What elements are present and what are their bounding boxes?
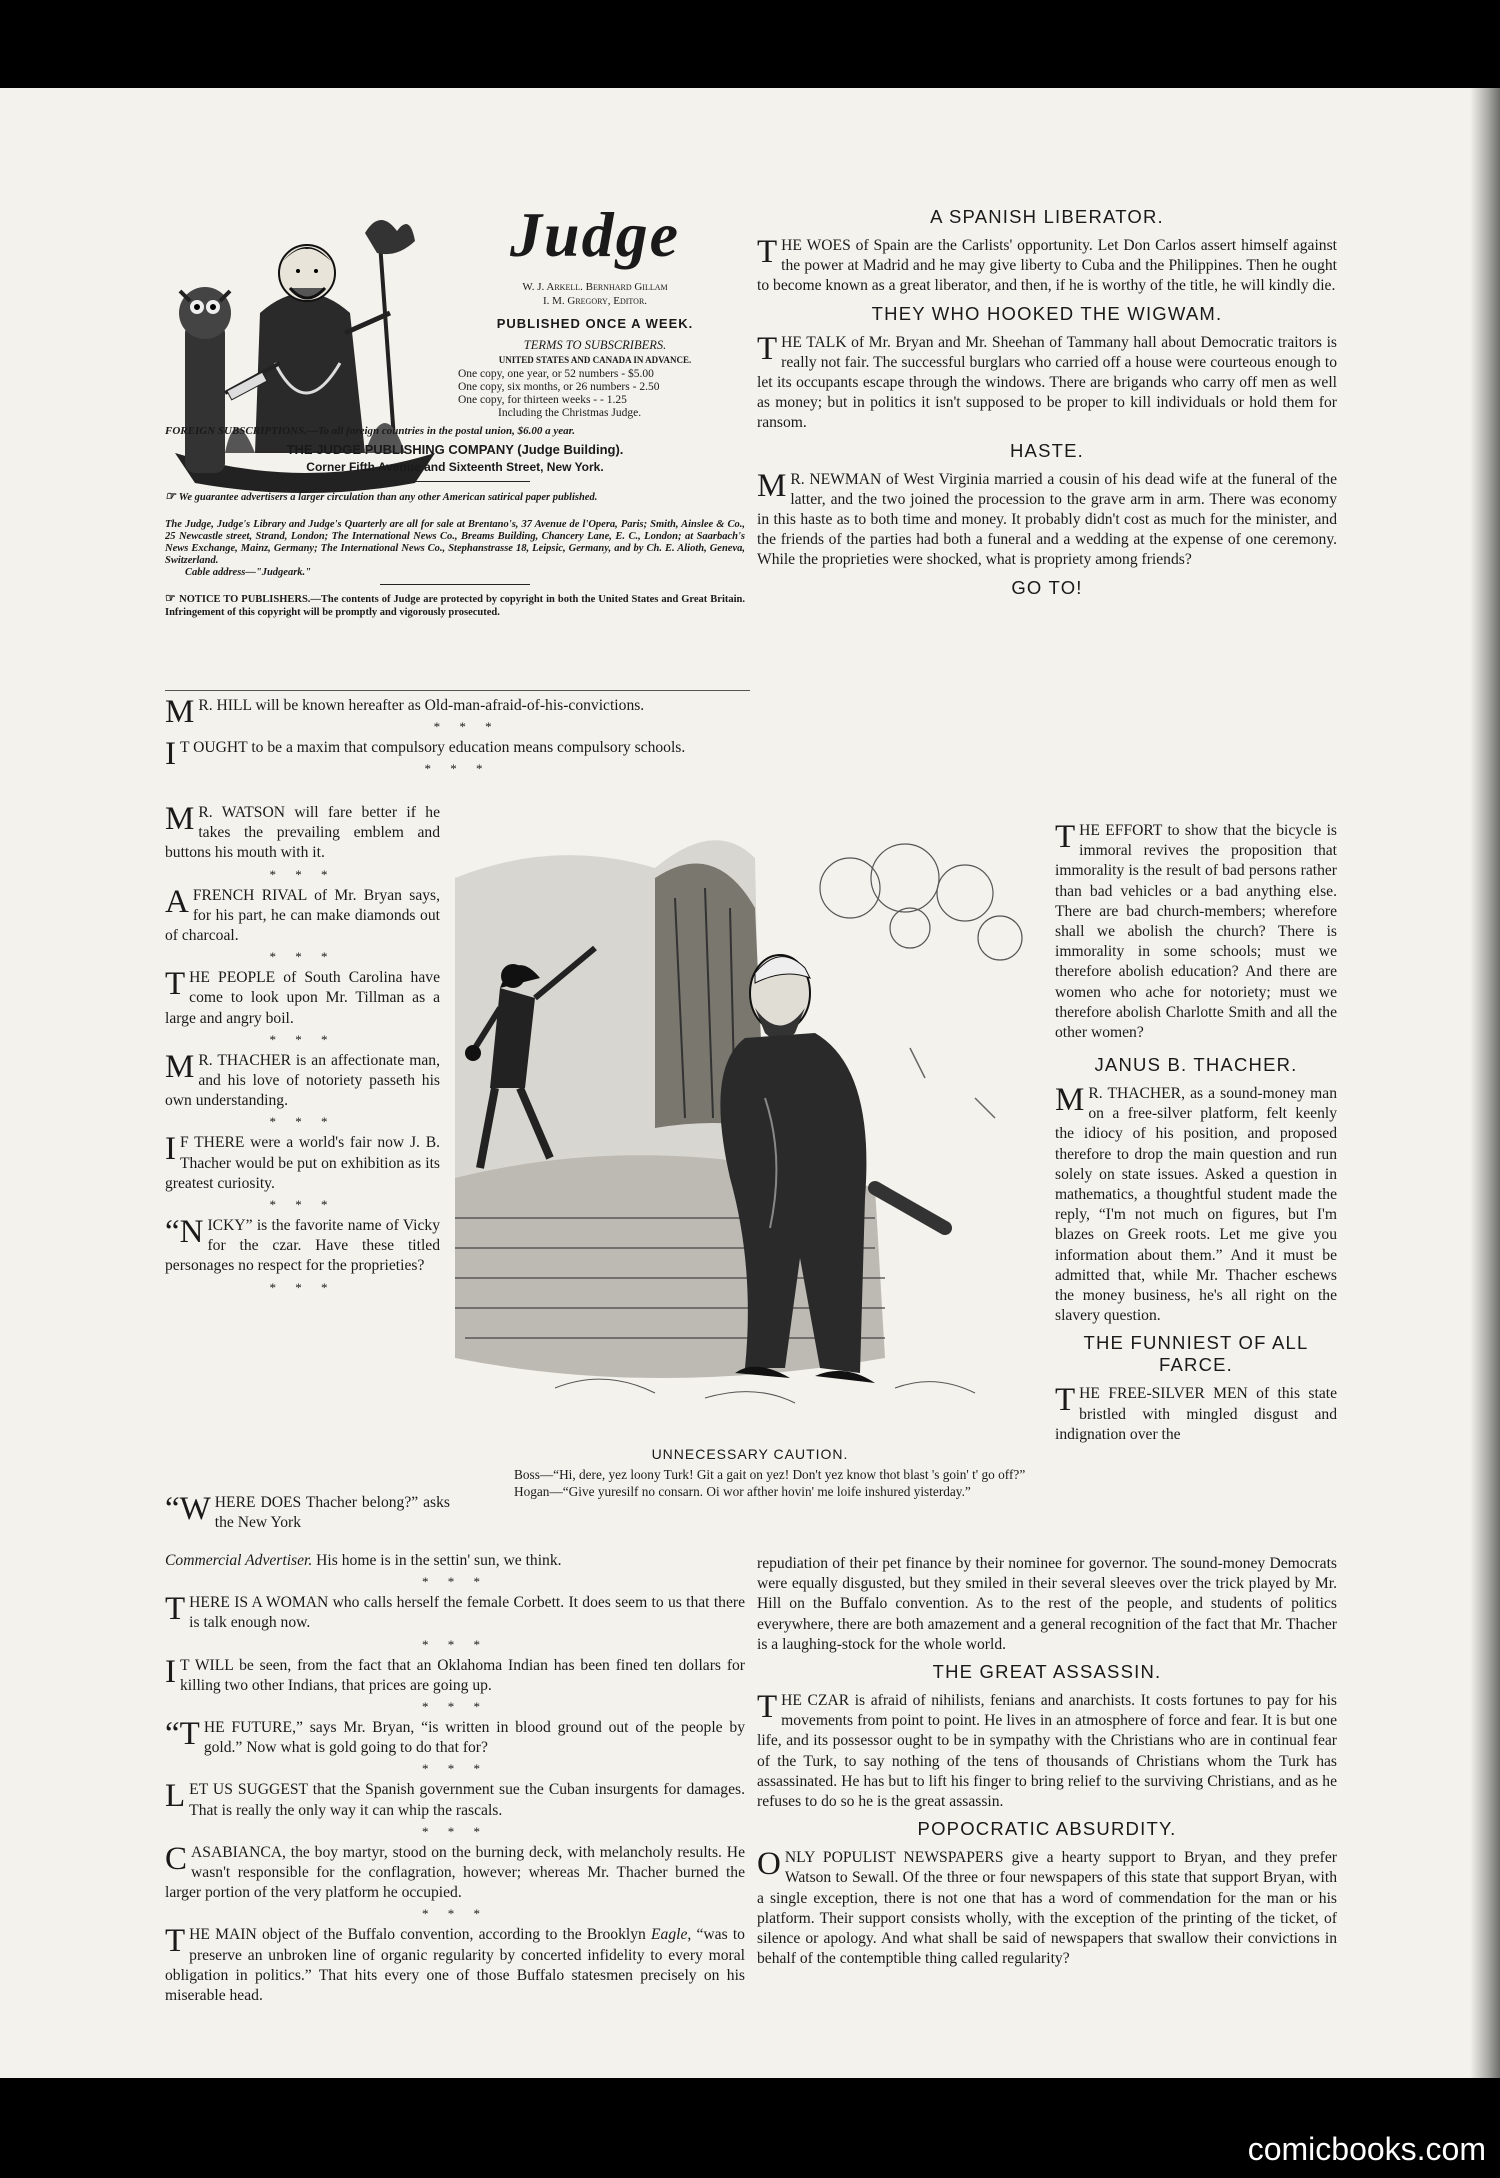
separator-stars: * * * [269,1279,336,1295]
publisher-address: Corner Fifth Avenue and Sixteenth Street, New York. [306,460,604,474]
library-block [165,519,745,579]
magazine-page [0,88,1500,2078]
paragraph-future-bryan: “THE FUTURE,” says Mr. Bryan, “is written in blood ground out of the people by gold.” Now what is gold going to do that for? [165,1716,745,1757]
article-great-assassin: THE CZAR is afraid of nihilists, fenians and anarchists. It costs fortunes to pay for his movements from point to point. He lives in an atmosphere of force and fear. It is but one life, and its possessor ought to be in sympathy with the Christians who are in continual fear of the Turk, to say nothing of the tens of thousands of Christians whom the Turk has assassinated. He has but to lift his finger to bring relief to the surviving Christians, and as he refuses to do so he is the great assassin. [757,1689,1337,1811]
paragraph-spanish-government: LET US SUGGEST that the Spanish government sue the Cuban insurgents for damages. That is really the only way it can whip the rascals. [165,1778,745,1819]
advance-line: UNITED STATES AND CANADA IN ADVANCE. [498,355,692,365]
paragraph-worlds-fair: I F THERE were a world's fair now J. B. Thacher would be put on exhibition as its greatest curiosity. [165,1131,440,1192]
terms-heading: TERMS TO SUBSCRIBERS. [523,338,667,352]
article-popocratic-absurdity: ONLY POPULIST NEWSPAPERS give a hearty support to Bryan, and they prefer Watson to Sewall. Of the three or four newspapers of this state that support Bryan, with a single exception, there is not one that has a word of commendation for the man or his platform. Their support consists wholly, with the exception of the printing of the ticket, of silence or apology. And what shall be said of newspapers that swallow their convictions in behalf of the contemptible thing called regularity? [757,1846,1337,1968]
notice-bottom-rule [165,690,750,691]
guarantee-block [165,490,745,504]
paragraph-watson: M R. WATSON will fare better if he takes the prevailing emblem and buttons his mouth with it. [165,801,440,862]
separator-stars: * * * [433,719,500,735]
separator-stars: * * * [422,1574,488,1590]
heading-go-to: GO TO! [1011,576,1083,598]
separator-stars: * * * [422,1636,488,1652]
rate-line-1: One copy, one year, or 52 numbers - $5.00 [458,368,654,380]
notice-block [165,592,745,619]
paragraph-french-rival: A FRENCH RIVAL of Mr. Bryan says, for his part, he can make diamonds out of charcoal. [165,883,440,945]
heading-wigwam: THEY WHO HOOKED THE WIGWAM. [871,302,1223,324]
cartoon-dialog [474,1466,1039,1500]
right-column-bottom [757,1554,1337,1975]
article-wigwam: THE TALK of Mr. Bryan and Mr. Sheehan of Tammany hall about Democratic traitors is really not fair. The successful burglars who carried off a house were courteous enough to let its occupants escape through the windows. There are brigands who carry off men as well as money; but in politics it isn't supposed to be proper to kill individuals or hold them for ransom. [757,330,1337,432]
right-column-top [757,200,1337,607]
right-narrow-column [1055,1048,1337,1451]
dialog-hogan: Hogan—“Give yuresilf no consarn. Oi wor afther hovin' me loife inshured yisterday.” [514,1484,971,1499]
heading-haste: HASTE. [1009,439,1085,461]
paragraph-compulsory: I T OUGHT to be a maxim that compulsory education means compulsory schools. [165,736,686,773]
cable-address: Cable address—"Judgeark." [185,567,311,578]
left-column-bottom [165,1551,745,2012]
paragraph-south-carolina: THE PEOPLE of South Carolina have come to look upon Mr. Tillman as a large and angry boil. [165,966,440,1027]
paragraph-oklahoma-indian: I T WILL be seen, from the fact that an Oklahoma Indian has been fined ten dollars for killing two other Indians, that prices are going up. [165,1653,745,1694]
left-column-top [165,696,735,780]
heading-funniest-farce: THE FUNNIEST OF ALL FARCE. [1083,1332,1309,1376]
foreign-subscriptions: FOREIGN SUBSCRIPTIONS.—To all foreign countries in the postal union, $6.00 a year. [165,425,576,437]
left-thacher-belong [165,1493,450,1539]
published-weekly: PUBLISHED ONCE A WEEK. [496,316,694,331]
dialog-boss: Boss—“Hi, dere, yez loony Turk! Git a gait on yez! Don't yez know thot blast 's goin' t' go off?” [514,1467,1026,1482]
masthead-editors [450,280,740,308]
judge-logo: Judge [510,199,680,270]
paragraph-nicky: “NICKY” is the favorite name of Vicky for the czar. Have these titled personages no respect for the proprieties? [165,1214,440,1275]
paragraph-thacher-affection: M R. THACHER is an affectionate man, and his love of notoriety passeth his own understanding. [165,1048,440,1110]
separator-stars: * * * [269,949,336,965]
rate-line-3: One copy, for thirteen weeks - - 1.25 [458,394,627,406]
article-spanish-liberator: THE WOES of Spain are the Carlists' opportunity. Let Don Carlos assert himself against the power at Madrid and he may give liberty to Cuba and the Philippines. Then he ought to become known as a great liberator, and then, if he is worthy of the title, he will kindly die. [757,234,1337,295]
masthead-title [455,198,735,272]
cartoon-wrap-spacer [757,869,1055,1289]
notice-text: NOTICE TO PUBLISHERS.—The contents of Judge are protected by copyright in both the United States and Great Britain. Infringement of this copyright will be promptly and vigorously prosecuted. [165,594,745,618]
separator-stars: * * * [422,1761,488,1777]
editors-line-1: W. J. Arkell. Bernhard Gillam [522,281,668,293]
library-text: The Judge, Judge's Library and Judge's Quarterly are all for sale at Brentano's, 37 Avenue de l'Opera, Paris; Smith, Ainslee & Co., 25 Newcastle street, Strand, London; The International News Co., Breams Building, Chancery Lane, E. C., London; at Saarbach's News Exchange, Mainz, Germany; The International News Co., Stephanstrasse 18, Leipsic, Germany, and by Ch. E. Alioth, Geneva, Switzerland. [165,519,745,566]
rate-line-2: One copy, six months, or 26 numbers - 2.50 [458,381,660,393]
site-watermark: comicbooks.com [1247,2131,1486,2167]
paragraph-hill: M R. HILL will be known hereafter as Old-man-afraid-of-his-convictions. [165,694,645,730]
article-go-to: THE EFFORT to show that the bicycle is immoral revives the proposition that immorality is the result of bad persons rather than bad vehicles or a bad anything else. There are bad church-members; wherefore shall we abolish the church? There is immorality in some schools; must we therefore abolish education? And there are women who ache for notoriety; must we therefore abolish Charlotte Smith and all the other women? [1055,819,1337,1042]
heading-great-assassin: THE GREAT ASSASSIN. [932,1661,1162,1683]
paragraph-where-thacher-continued: Commercial Advertiser. His home is in the settin' sun, we think. [165,1552,562,1569]
article-funniest-farce-continued: repudiation of their pet finance by their nominee for governor. The sound-money Democrats were equally disgusted, but they smiled in their several sleeves over the trick played by Mr. Hill on the Buffalo convention. As to the rest of the people, and students of politics everywhere, there are both amazement and a general recognition of the fact that Mr. Thacher is a laughing-stock for the whole world. [757,1555,1337,1653]
editors-line-2: I. M. Gregory, Editor. [542,295,648,307]
hand-pointer-icon: ☞ [165,591,180,605]
paragraph-female-corbett: THERE IS A WOMAN who calls herself the female Corbett. It does seem to us that there is talk enough now. [165,1591,745,1632]
paragraph-buffalo-convention: THE MAIN object of the Buffalo convention, according to the Brooklyn Eagle, “was to preserve an unbroken line of organic regularity by concerted infidelity to every moral obligation in politics.” That hits every one of those Buffalo statesmen precisely on his miserable head. [165,1923,745,2005]
separator-stars: * * * [424,761,491,777]
heading-spanish-liberator: A SPANISH LIBERATOR. [930,206,1164,227]
rates-block [458,368,738,420]
cartoon-caption: UNNECESSARY CAUTION. [651,1446,849,1462]
article-haste: M R. NEWMAN of West Virginia married a cousin of his dead wife at the funeral of the latter, and the two joined the procession to the grave arm in arm. There was economy in this haste as to both time and money. It probably didn't cost as much for the minister, and the friends of the parties had both a funeral and a wedding at the expense of one ceremony. While the proprieties were shocked, what is propriety among friends? [757,467,1337,569]
heading-janus-thacher: JANUS B. THACHER. [1094,1054,1298,1075]
left-narrow-column [165,803,440,1299]
article-janus-thacher: M R. THACHER, as a sound-money man on a free-silver platform, felt keenly the idiocy of his position, and proposed therefore to drop the main question and run solely on state issues. Asked a question in mathematics, a thoughtful student made the reply, “I'm not much on figures, but I'm blazes on Greek roots. Let me give you information about them.” And it must be admitted that, while Mr. Thacher eschews the money business, he's all right on the slavery question. [1055,1082,1337,1325]
paragraph-where-thacher: “WHERE DOES Thacher belong?” asks the New York [165,1491,450,1532]
publisher-company: THE JUDGE PUBLISHING COMPANY (Judge Building). [286,442,624,457]
separator-stars: * * * [269,1197,336,1213]
paragraph-casabianca: CASABIANCA, the boy martyr, stood on the burning deck, with melancholy results. He wasn't responsible for the conflagration, however; whereas Mr. Thacher burned the larger portion of the very platform he occupied. [165,1840,745,1902]
article-funniest-farce: THE FREE-SILVER MEN of this state bristled with mingled disgust and indignation over the [1055,1382,1337,1443]
separator-stars: * * * [422,1823,488,1839]
separator-stars: * * * [269,1114,336,1130]
separator-stars: * * * [269,1031,336,1047]
notice-rule [380,584,530,585]
rate-line-4: Including the Christmas Judge. [498,407,642,419]
masthead-rule [380,481,530,482]
separator-stars: * * * [269,866,336,882]
heading-popocratic-absurdity: POPOCRATIC ABSURDITY. [917,1818,1177,1840]
guarantee-text: We guarantee advertisers a larger circulation than any other American satirical paper published. [178,492,598,503]
hand-pointer-icon: ☞ [165,489,179,503]
separator-stars: * * * [422,1699,488,1715]
separator-stars: * * * [422,1906,488,1922]
